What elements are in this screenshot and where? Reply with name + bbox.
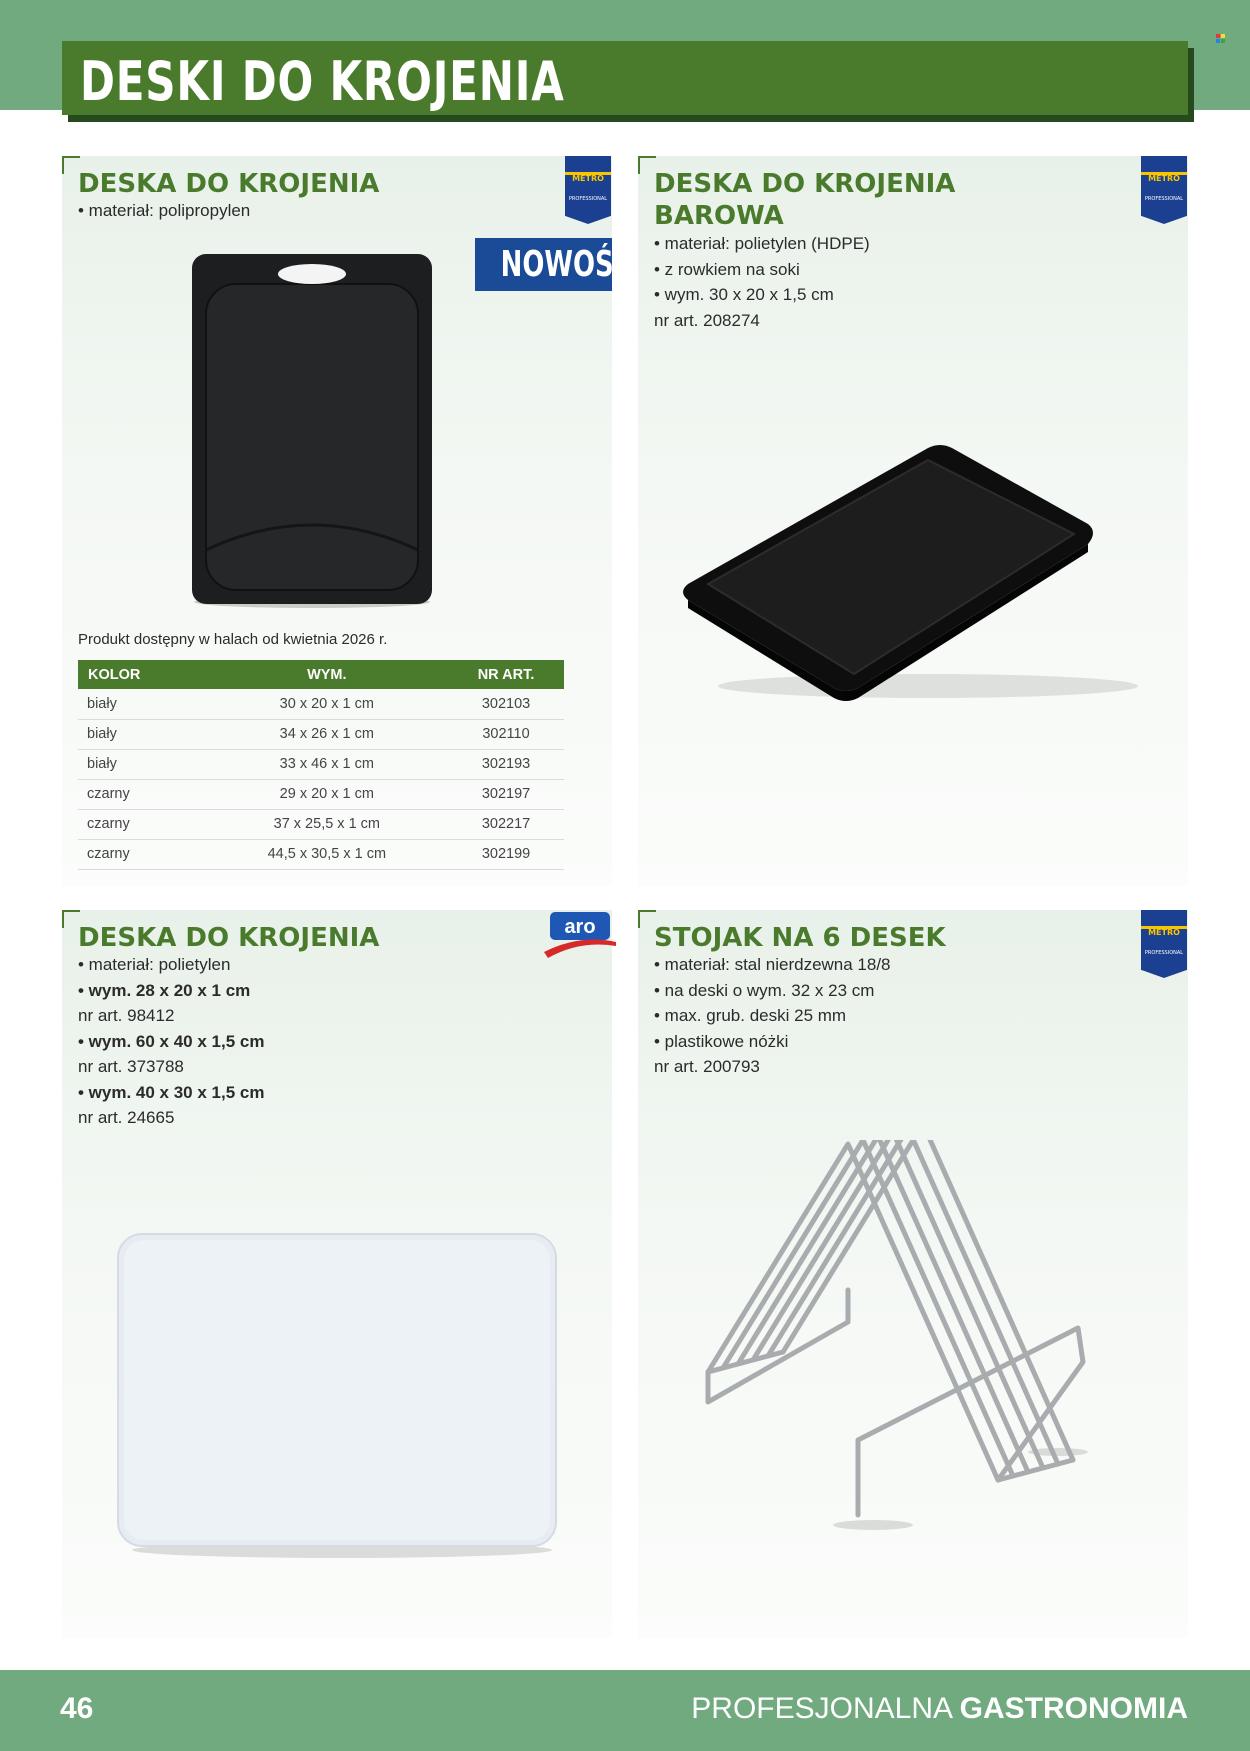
white-cutting-board-image: [112, 1230, 572, 1565]
cell-article: 302103: [448, 689, 564, 719]
footer-text-regular: PROFESJONALNA: [691, 1692, 960, 1725]
spec-line: • na deski o wym. 32 x 23 cm: [654, 980, 875, 1000]
aro-text: aro: [564, 916, 596, 938]
spec-line: nr art. 200793: [654, 1057, 760, 1076]
product-title-line2: BAROWA: [654, 201, 784, 231]
table-row: [78, 779, 564, 809]
product-panel-bar-board: [638, 156, 1188, 886]
product-specs: [78, 952, 264, 1131]
cell-color: biały: [78, 749, 206, 779]
table-row: [78, 809, 564, 839]
spec-line: nr art. 208274: [654, 310, 760, 330]
cell-color: czarny: [78, 779, 206, 809]
metro-professional-logo: METRO PROFESSIONAL: [1141, 910, 1187, 978]
cell-article: 302193: [448, 749, 564, 779]
new-badge: NOWOŚĆ: [475, 238, 612, 291]
bar-cutting-board-image: [678, 436, 1158, 706]
cell-color: biały: [78, 719, 206, 749]
product-title: DESKA DO KROJENIA: [78, 169, 380, 199]
cell-color: czarny: [78, 839, 206, 869]
cell-size: 37 x 25,5 x 1 cm: [206, 809, 448, 839]
aro-logo: [544, 912, 616, 958]
col-header-color: KOLOR: [78, 660, 206, 689]
product-title: DESKA DO KROJENIA: [78, 923, 380, 953]
spec-line: • materiał: polipropylen: [78, 201, 251, 220]
product-specs: [654, 231, 870, 333]
product-title-line1: DESKA DO KROJENIA: [654, 169, 956, 199]
footer-section-title: [691, 1692, 1188, 1726]
footer-text-bold: GASTRONOMIA: [959, 1692, 1188, 1725]
spec-line: nr art. 98412: [78, 1006, 175, 1025]
cell-article: 302110: [448, 719, 564, 749]
availability-note: Produkt dostępny w halach od kwietnia 2026 r.: [78, 631, 388, 648]
col-header-article: NR ART.: [448, 660, 564, 689]
cell-size: 34 x 26 x 1 cm: [206, 719, 448, 749]
cell-size: 44,5 x 30,5 x 1 cm: [206, 839, 448, 869]
product-panel-cutting-board-pe: [62, 910, 612, 1638]
cell-color: czarny: [78, 809, 206, 839]
product-title: STOJAK NA 6 DESEK: [654, 923, 946, 953]
spec-line: • materiał: stal nierdzewna 18/8: [654, 955, 891, 974]
product-panel-board-rack: [638, 910, 1188, 1638]
cell-size: 29 x 20 x 1 cm: [206, 779, 448, 809]
cell-article: 302197: [448, 779, 564, 809]
metro-professional-logo: METRO PROFESSIONAL: [1141, 156, 1187, 224]
cell-article: 302199: [448, 839, 564, 869]
table-header-row: [78, 660, 564, 689]
spec-line: • materiał: polietylen: [78, 955, 231, 974]
spec-line: nr art. 24665: [78, 1108, 175, 1127]
spec-line: • wym. 28 x 20 x 1 cm: [78, 980, 251, 1000]
product-specs: [78, 198, 250, 224]
spec-line: • z rowkiem na soki: [654, 259, 800, 279]
table-row: [78, 749, 564, 779]
spec-line: • wym. 60 x 40 x 1,5 cm: [78, 1031, 265, 1051]
sizes-table: [78, 660, 564, 870]
spec-line: • plastikowe nóżki: [654, 1031, 789, 1051]
metro-professional-logo: METRO PROFESSIONAL: [565, 156, 611, 224]
spec-line: • max. grub. deski 25 mm: [654, 1006, 847, 1025]
table-row: [78, 689, 564, 719]
cell-size: 33 x 46 x 1 cm: [206, 749, 448, 779]
color-dots-logo: [1216, 34, 1226, 44]
board-rack-image: [698, 1140, 1118, 1560]
page-number: 46: [60, 1692, 94, 1725]
spec-line: nr art. 373788: [78, 1057, 184, 1076]
page-title: DESKI DO KROJENIA: [80, 50, 565, 113]
spec-line: • wym. 40 x 30 x 1,5 cm: [78, 1082, 265, 1102]
spec-line: • wym. 30 x 20 x 1,5 cm: [654, 285, 834, 304]
table-row: [78, 839, 564, 869]
cell-article: 302217: [448, 809, 564, 839]
table-row: [78, 719, 564, 749]
cell-color: biały: [78, 689, 206, 719]
black-cutting-board-image: [182, 250, 442, 610]
cell-size: 30 x 20 x 1 cm: [206, 689, 448, 719]
col-header-size: WYM.: [206, 660, 448, 689]
spec-line: • materiał: polietylen (HDPE): [654, 234, 870, 253]
product-specs: [654, 952, 891, 1080]
